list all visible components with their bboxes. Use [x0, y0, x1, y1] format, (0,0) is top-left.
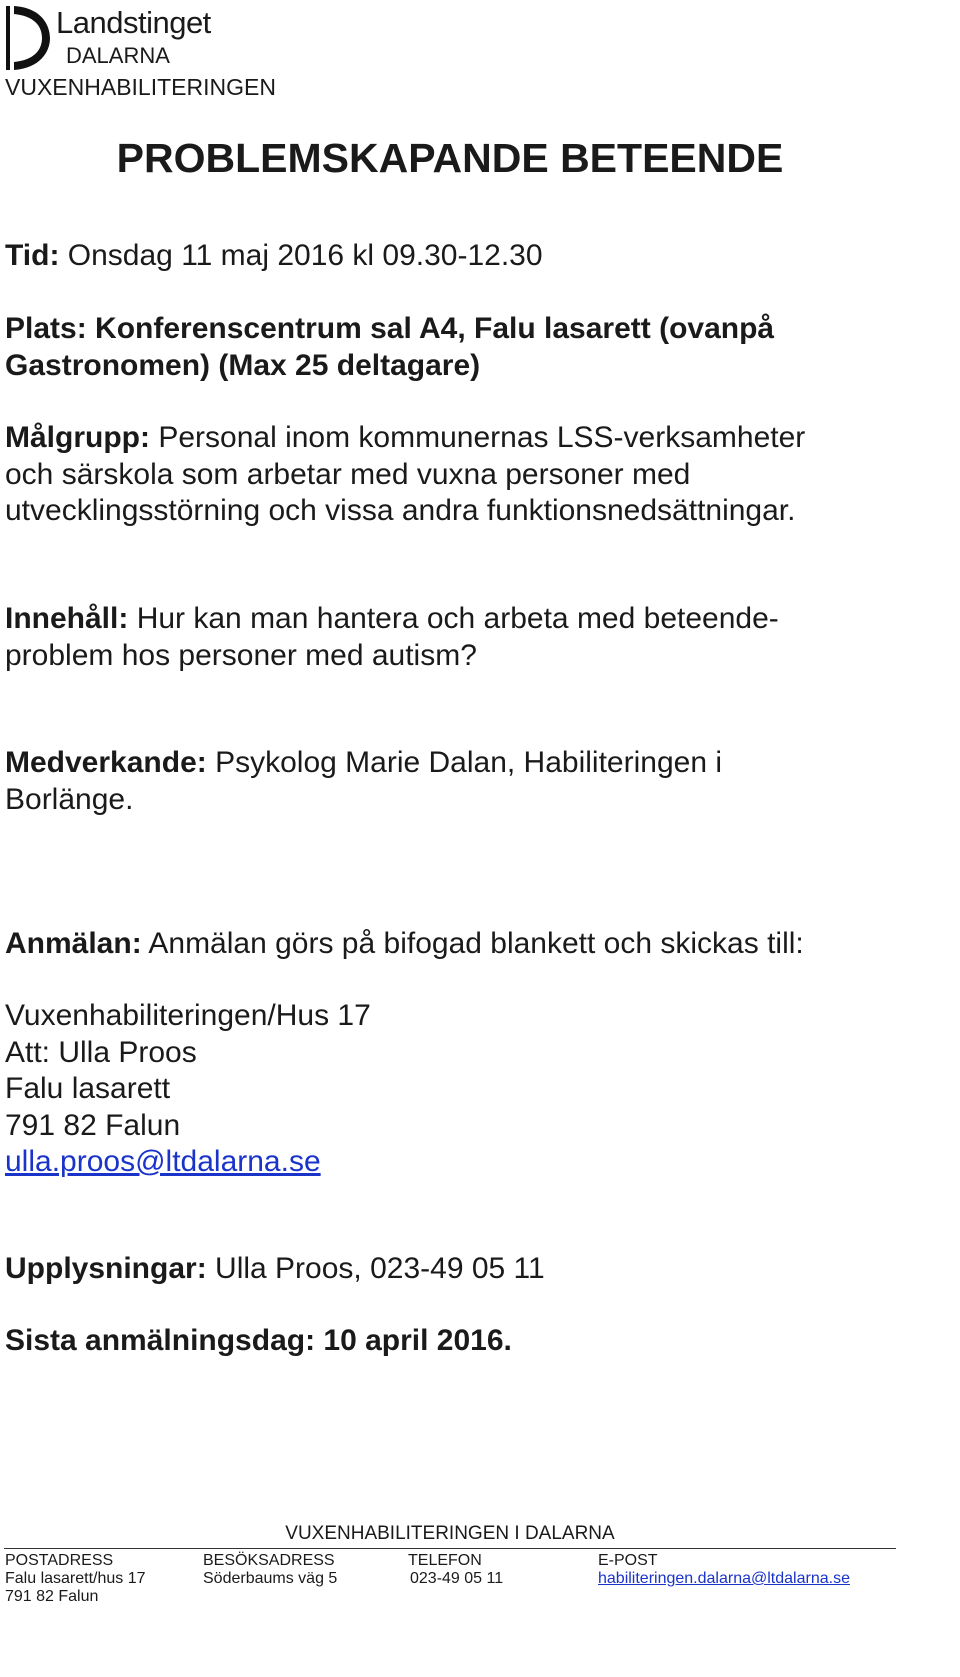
malgrupp-label: Målgrupp: — [5, 421, 150, 454]
deadline-section — [5, 1323, 905, 1360]
upplysningar-label: Upplysningar: — [5, 1252, 207, 1285]
address-line-4: 791 82 Falun — [5, 1108, 181, 1142]
unit-name: VUXENHABILITERINGEN — [5, 74, 276, 100]
malgrupp-line-1: Personal inom kommunernas LSS-verksamheter — [158, 421, 806, 454]
malgrupp-line-3: utvecklingsstörning och vissa andra funktionsnedsättningar. — [5, 494, 796, 527]
page-title: PROBLEMSKAPANDE BETEENDE — [116, 135, 784, 181]
email-link[interactable]: ulla.proos@ltdalarna.se — [5, 1145, 321, 1178]
landstinget-logo-icon — [4, 4, 52, 74]
address-line-1: Vuxenhabiliteringen/Hus 17 — [5, 999, 371, 1032]
address-line-3: Falu lasarett — [5, 1072, 171, 1105]
footer-divider — [4, 1548, 896, 1549]
address-block — [5, 998, 905, 1181]
innehall-label: Innehåll: — [5, 602, 129, 635]
footer-telefon-heading: TELEFON — [408, 1552, 482, 1569]
medverkande-label: Medverkande: — [5, 746, 207, 779]
medverkande-line-1: Psykolog Marie Dalan, Habiliteringen i — [215, 746, 723, 779]
innehall-line-1: Hur kan man hantera och arbeta med beteende- — [136, 602, 779, 635]
medverkande-line-2: Borlänge. — [5, 782, 134, 816]
footer-title-text: VUXENHABILITERINGEN I DALARNA — [285, 1523, 615, 1544]
plats-line-2: Gastronomen) (Max 25 deltagare) — [5, 348, 481, 382]
plats-section — [5, 311, 905, 384]
innehall-section — [5, 601, 905, 674]
deadline-text: Sista anmälningsdag: 10 april 2016. — [5, 1324, 512, 1357]
footer-title — [0, 1523, 900, 1545]
footer-postadress-line-2: 791 82 Falun — [5, 1588, 99, 1605]
footer-telefon: 023-49 05 11 — [410, 1570, 504, 1587]
logo-region: DALARNA — [66, 43, 170, 68]
malgrupp-section — [5, 420, 905, 530]
footer-besoksadress-heading: BESÖKSADRESS — [203, 1552, 335, 1569]
footer-postadress-heading: POSTADRESS — [5, 1552, 114, 1569]
tid-label: Tid: — [5, 239, 60, 272]
footer-epost-heading: E-POST — [598, 1552, 658, 1569]
footer-besoksadress: Söderbaums väg 5 — [203, 1570, 338, 1587]
tid-section — [5, 238, 905, 275]
upplysningar-section — [5, 1251, 905, 1288]
innehall-line-2: problem hos personer med autism? — [5, 638, 477, 672]
anmalan-label: Anmälan: — [5, 927, 142, 960]
plats-line-1: Plats: Konferenscentrum sal A4, Falu lasarett (ovanpå — [5, 312, 775, 345]
upplysningar-text: Ulla Proos, 023-49 05 11 — [215, 1252, 545, 1285]
anmalan-text: Anmälan görs på bifogad blankett och skickas till: — [148, 927, 804, 960]
footer-postadress-line-1: Falu lasarett/hus 17 — [5, 1570, 146, 1587]
address-line-2: Att: Ulla Proos — [5, 1035, 197, 1069]
malgrupp-line-2: och särskola som arbetar med vuxna personer med — [5, 457, 691, 491]
footer-email-link[interactable]: habiliteringen.dalarna@ltdalarna.se — [598, 1570, 850, 1587]
logo-name: Landstinget — [56, 5, 211, 40]
medverkande-section — [5, 745, 905, 818]
anmalan-section — [5, 926, 905, 963]
tid-value: Onsdag 11 maj 2016 kl 09.30-12.30 — [67, 239, 543, 272]
